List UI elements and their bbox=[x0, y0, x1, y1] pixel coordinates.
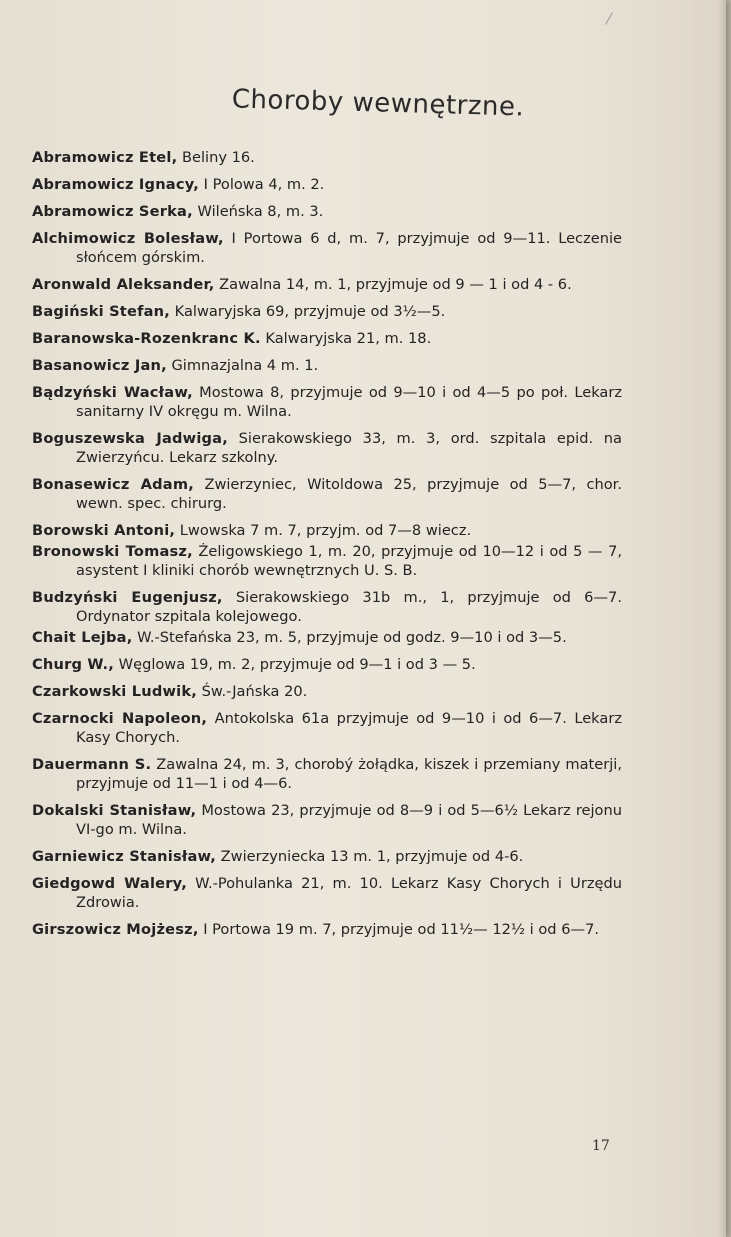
list-item bbox=[32, 356, 622, 375]
entry-text: I Polowa 4, m. 2. bbox=[199, 176, 325, 193]
entry-text: Antokolska 61a przyjmuje od 9—10 i od 6—7. Lekarz Kasy Chorych. bbox=[76, 710, 622, 746]
section-title: Choroby wewnętrzne. bbox=[231, 84, 525, 123]
entry-name: Girszowicz Mojżesz, bbox=[32, 921, 199, 938]
entry-name: Basanowicz Jan, bbox=[32, 357, 167, 374]
list-item bbox=[32, 655, 622, 674]
entry-text: W.-Pohulanka 21, m. 10. Lekarz Kasy Chorych i Urzędu Zdrowia. bbox=[76, 875, 622, 911]
entry-name: Boguszewska Jadwiga, bbox=[32, 430, 228, 447]
entry-text: Św.-Jańska 20. bbox=[197, 683, 308, 700]
list-item bbox=[32, 801, 622, 839]
list-item bbox=[32, 148, 622, 167]
entry-text: Kalwaryjska 21, m. 18. bbox=[260, 330, 432, 347]
entry-name: Churg W., bbox=[32, 656, 115, 673]
list-item bbox=[32, 709, 622, 747]
entry-name: Abramowicz Serka, bbox=[32, 203, 193, 220]
entry-name: Czarkowski Ludwik, bbox=[32, 683, 198, 700]
entry-name: Chait Lejba, bbox=[32, 629, 133, 646]
entry-text: Węglowa 19, m. 2, przyjmuje od 9—1 i od 3 — 5. bbox=[114, 656, 476, 673]
entry-name: Bronowski Tomasz, bbox=[32, 543, 193, 560]
list-item bbox=[32, 429, 622, 467]
entry-text: Zawalna 14, m. 1, przyjmuje od 9 — 1 i od 4 - 6. bbox=[214, 276, 572, 293]
list-item bbox=[32, 302, 622, 321]
entry-name: Czarnocki Napoleon, bbox=[32, 710, 208, 727]
entry-name: Bonasewicz Adam, bbox=[32, 476, 195, 493]
entry-name: Borowski Antoni, bbox=[32, 522, 176, 539]
entry-text: W.-Stefańska 23, m. 5, przyjmuje od godz. 9—10 i od 3—5. bbox=[132, 629, 567, 646]
entry-name: Abramowicz Etel, bbox=[32, 149, 178, 166]
list-item bbox=[32, 521, 622, 540]
entry-name: Budzyński Eugenjusz, bbox=[32, 589, 223, 606]
entry-text: Zawalna 24, m. 3, chorobý żołądka, kiszek i przemiany materji, przyjmuje od 11—1 i od 4—6. bbox=[76, 756, 622, 792]
entry-text: I Portowa 19 m. 7, przyjmuje od 11½— 12½ i od 6—7. bbox=[198, 921, 599, 938]
entry-name: Bądzyński Wacław, bbox=[32, 384, 193, 401]
list-item bbox=[32, 329, 622, 348]
list-item bbox=[32, 628, 622, 647]
entry-text: Kalwaryjska 69, przyjmuje od 3½—5. bbox=[170, 303, 446, 320]
entry-name: Aronwald Aleksander, bbox=[32, 276, 215, 293]
entry-text: Zwierzyniecka 13 m. 1, przyjmuje od 4-6. bbox=[216, 848, 524, 865]
entry-name: Garniewicz Stanisław, bbox=[32, 848, 216, 865]
list-item bbox=[32, 874, 622, 912]
list-item bbox=[32, 383, 622, 421]
entry-text: Sierakowskiego 31b m., 1, przyjmuje od 6—7. Ordynator szpitala kolejowego. bbox=[76, 589, 622, 625]
page-number: 17 bbox=[592, 1138, 610, 1154]
entry-text: Sierakowskiego 33, m. 3, ord. szpitala epid. na Zwierzyńcu. Lekarz szkolny. bbox=[76, 430, 622, 466]
list-item bbox=[32, 175, 622, 194]
entry-text: Gimnazjalna 4 m. 1. bbox=[166, 357, 319, 374]
list-item bbox=[32, 475, 622, 513]
entry-name: Giedgowd Walery, bbox=[32, 875, 187, 892]
entry-list bbox=[32, 148, 622, 947]
list-item bbox=[32, 588, 622, 626]
entry-name: Alchimowicz Bolesław, bbox=[32, 230, 224, 247]
entry-text: Mostowa 8, przyjmuje od 9—10 i od 4—5 po poł. Lekarz sanitarny IV okręgu m. Wilna. bbox=[76, 384, 622, 420]
entry-text: Mostowa 23, przyjmuje od 8—9 i od 5—6½ Lekarz rejonu VI-go m. Wilna. bbox=[76, 802, 622, 838]
entry-name: Abramowicz Ignacy, bbox=[32, 176, 200, 193]
entry-name: Dauermann S. bbox=[32, 756, 152, 773]
list-item bbox=[32, 920, 622, 939]
entry-name: Bagiński Stefan, bbox=[32, 303, 170, 320]
list-item bbox=[32, 755, 622, 793]
list-item bbox=[32, 202, 622, 221]
entry-text: Beliny 16. bbox=[177, 149, 255, 166]
entry-text: I Portowa 6 d, m. 7, przyjmuje od 9—11. Leczenie słońcem górskim. bbox=[76, 230, 623, 266]
entry-text: Zwierzyniec, Witoldowa 25, przyjmuje od 5—7, chor. wewn. spec. chirurg. bbox=[76, 476, 622, 512]
list-item bbox=[32, 229, 622, 267]
entry-text: Lwowska 7 m. 7, przyjm. od 7—8 wiecz. bbox=[175, 522, 472, 539]
entry-name: Baranowska-Rozenkranc K. bbox=[32, 330, 261, 347]
pencil-mark bbox=[605, 12, 613, 25]
list-item bbox=[32, 847, 622, 866]
list-item bbox=[32, 542, 622, 580]
entry-text: Wileńska 8, m. 3. bbox=[192, 203, 324, 220]
entry-name: Dokalski Stanisław, bbox=[32, 802, 197, 819]
list-item bbox=[32, 682, 622, 701]
entry-text: Żeligowskiego 1, m. 20, przyjmuje od 10—12 i od 5 — 7, asystent I kliniki chorób wewnętrznych U. S. B. bbox=[76, 543, 622, 579]
list-item bbox=[32, 275, 622, 294]
